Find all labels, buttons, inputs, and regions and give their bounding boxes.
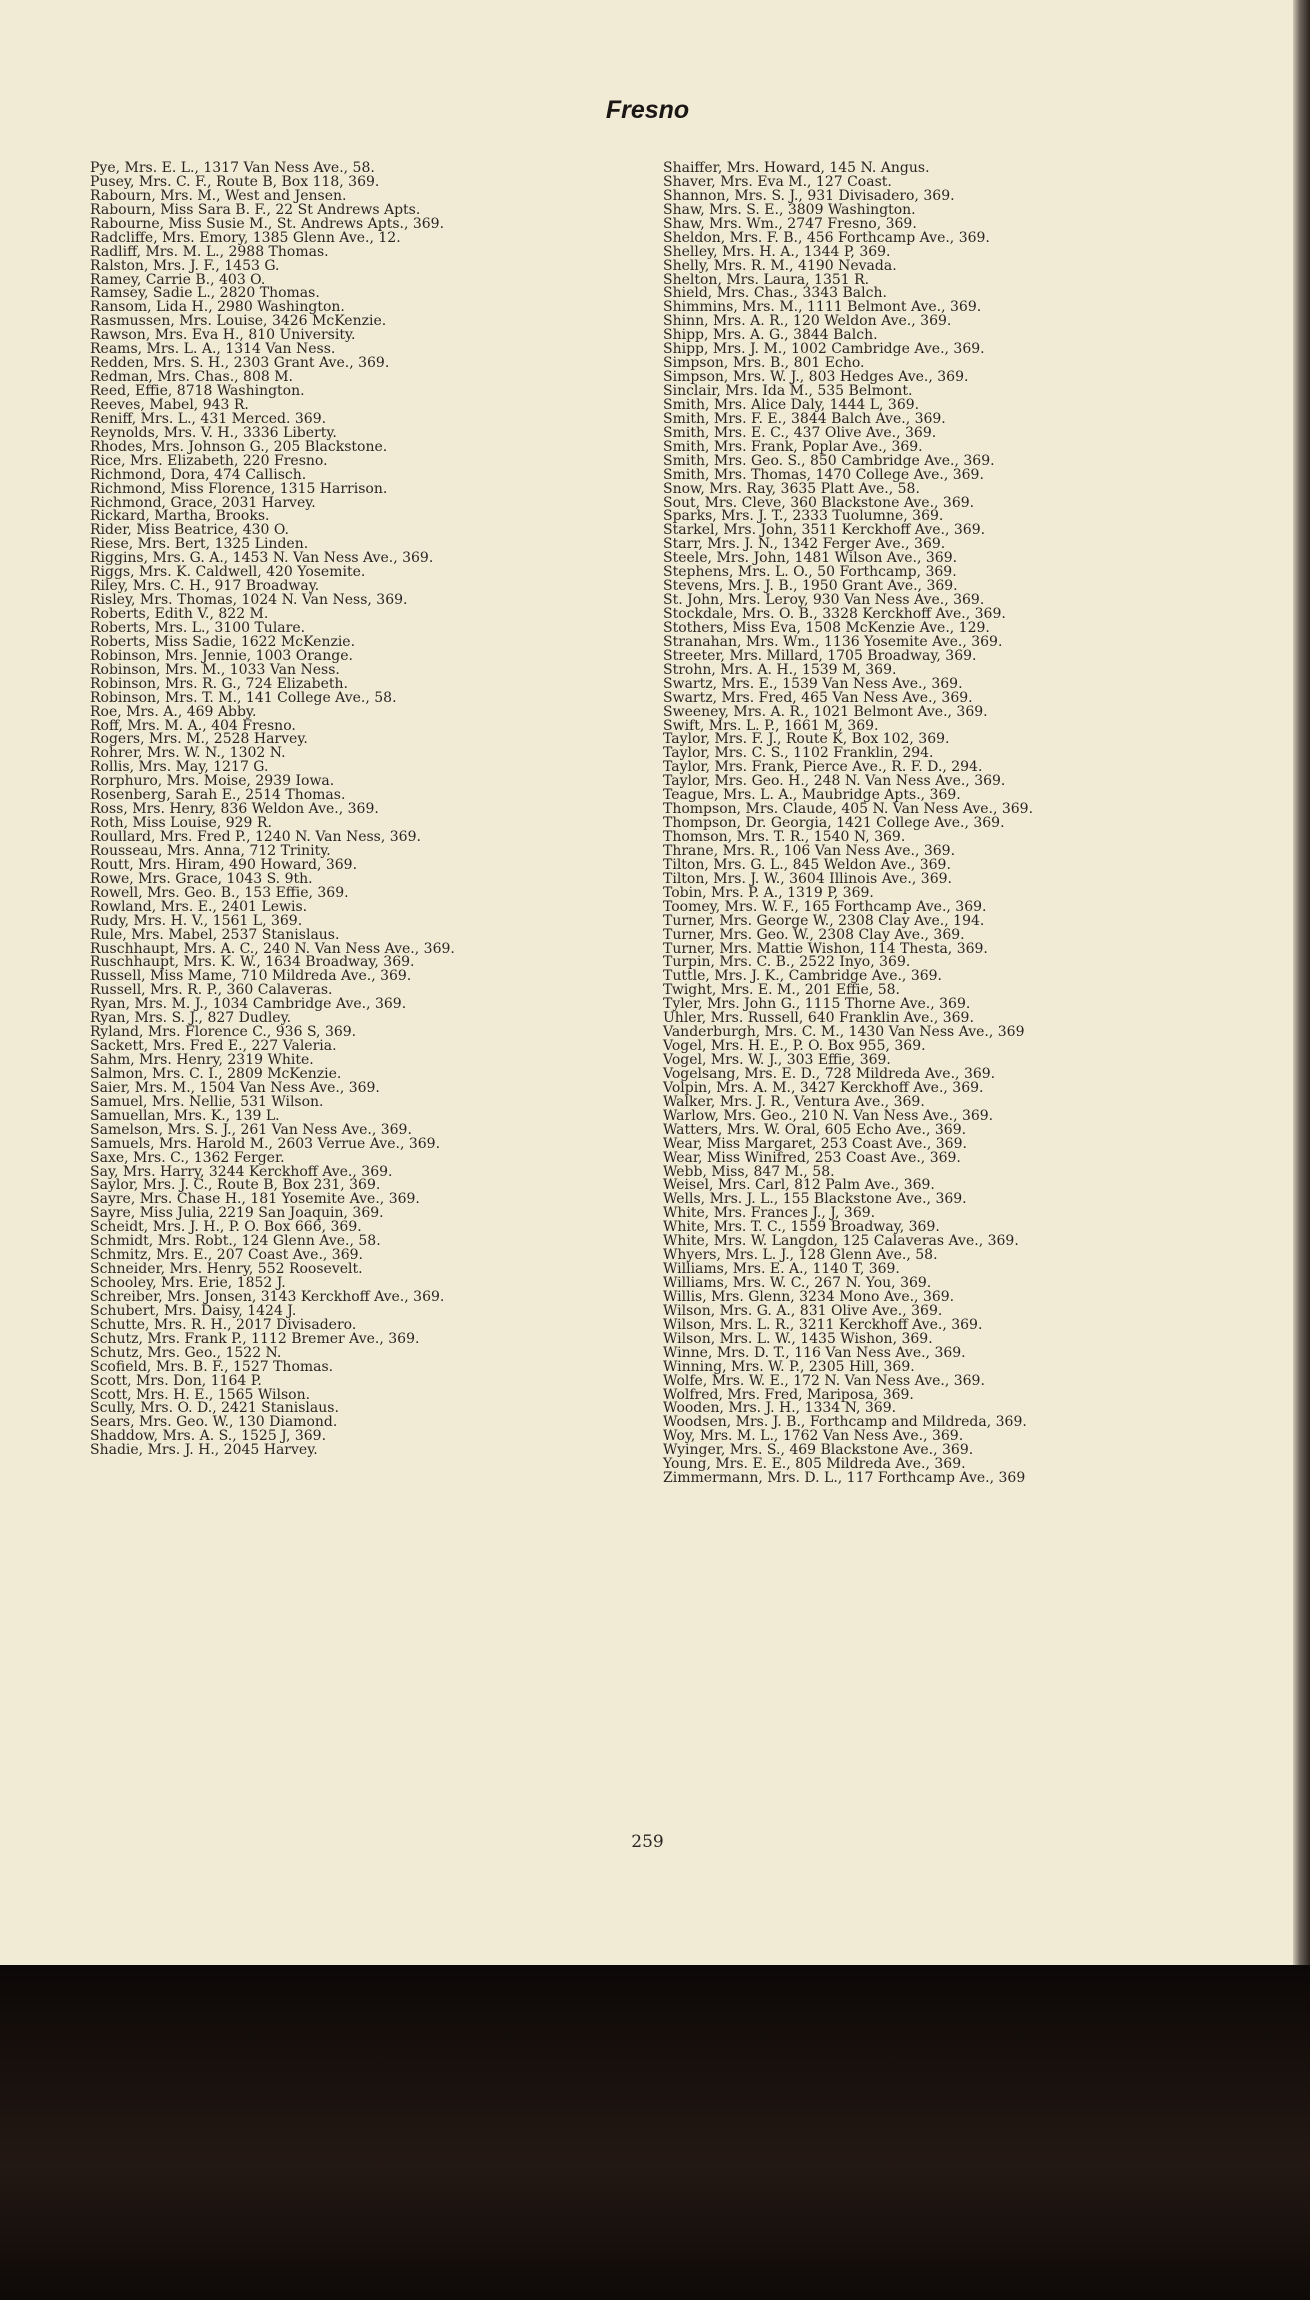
directory-entry: Scott, Mrs. H. E., 1565 Wilson. [90, 1386, 311, 1403]
directory-entry: Samuellan, Mrs. K., 139 L. [90, 1107, 280, 1124]
directory-entry: Sweeney, Mrs. A. R., 1021 Belmont Ave., 369. [663, 703, 988, 720]
directory-entry: Riggs, Mrs. K. Caldwell, 420 Yosemite. [90, 564, 366, 581]
directory-entry: Rowland, Mrs. E., 2401 Lewis. [90, 898, 308, 915]
directory-entry: Smith, Mrs. Thomas, 1470 College Ave., 369. [663, 466, 984, 483]
directory-entry: Snow, Mrs. Ray, 3635 Platt Ave., 58. [663, 480, 920, 497]
directory-entry: Rudy, Mrs. H. V., 1561 L, 369. [90, 912, 303, 929]
directory-entry: Strohn, Mrs. A. H., 1539 M, 369. [663, 661, 897, 678]
directory-entry: Rule, Mrs. Mabel, 2537 Stanislaus. [90, 926, 340, 943]
directory-entry: Stockdale, Mrs. O. B., 3328 Kerckhoff Ave., 369. [663, 606, 1006, 622]
page-header-city: Fresno [605, 96, 690, 124]
directory-entry: Thomson, Mrs. T. R., 1540 N, 369. [663, 829, 906, 845]
directory-entry: Robinson, Mrs. R. G., 724 Elizabeth. [90, 675, 348, 692]
directory-entry: Turpin, Mrs. C. B., 2522 Inyo, 369. [663, 954, 911, 971]
directory-entry: Sinclair, Mrs. Ida M., 535 Belmont. [663, 383, 913, 399]
directory-entry: Shipp, Mrs. J. M., 1002 Cambridge Ave., 369. [663, 341, 985, 358]
directory-entry: Smith, Mrs. F. E., 3844 Balch Ave., 369. [663, 410, 946, 427]
directory-entry: Schreiber, Mrs. Jonsen, 3143 Kerckhoff Ave., 369. [90, 1288, 445, 1305]
directory-entry: Roth, Miss Louise, 929 R. [90, 815, 272, 832]
directory-entry: Swift, Mrs. L. P., 1661 M, 369. [663, 717, 879, 734]
directory-entry: Rider, Miss Beatrice, 430 O. [90, 522, 289, 539]
directory-entry: Schutte, Mrs. R. H., 2017 Divisadero. [90, 1316, 357, 1333]
directory-entry: Schmidt, Mrs. Robt., 124 Glenn Ave., 58. [90, 1233, 381, 1250]
directory-entry: Starkel, Mrs. John, 3511 Kerckhoff Ave., 369. [663, 522, 986, 539]
directory-entry: Swartz, Mrs. E., 1539 Van Ness Ave., 369. [663, 675, 963, 692]
directory-entry: Taylor, Mrs. F. J., Route K, Box 102, 369. [663, 731, 950, 748]
directory-entry: Wells, Mrs. J. L., 155 Blackstone Ave., 369. [663, 1191, 967, 1208]
directory-entry: Rhodes, Mrs. Johnson G., 205 Blackstone. [90, 438, 388, 455]
directory-entry: Sparks, Mrs. J. T., 2333 Tuolumne, 369. [663, 508, 944, 525]
directory-entry: Rohrer, Mrs. W. N., 1302 N. [90, 745, 286, 762]
directory-entry: Rawson, Mrs. Eva H., 810 University. [90, 327, 356, 344]
directory-entry: Sout, Mrs. Cleve, 360 Blackstone Ave., 369. [663, 494, 975, 511]
directory-entry: Rousseau, Mrs. Anna, 712 Trinity. [90, 842, 331, 859]
directory-entry: Reniff, Mrs. L., 431 Merced. 369. [90, 410, 327, 427]
directory-entry: Wear, Miss Margaret, 253 Coast Ave., 369. [663, 1135, 967, 1152]
directory-entry: Willis, Mrs. Glenn, 3234 Mono Ave., 369. [663, 1288, 955, 1305]
directory-entry: Schneider, Mrs. Henry, 552 Roosevelt. [90, 1261, 363, 1278]
directory-entry: Thompson, Mrs. Claude, 405 N. Van Ness Ave., 369. [663, 801, 1034, 818]
directory-entry: Riggins, Mrs. G. A., 1453 N. Van Ness Ave., 369. [90, 550, 434, 567]
directory-entry: Radcliffe, Mrs. Emory, 1385 Glenn Ave., 12. [90, 229, 401, 246]
directory-entry: Russell, Miss Mame, 710 Mildreda Ave., 369. [90, 968, 412, 985]
directory-entry: Shinn, Mrs. A. R., 120 Weldon Ave., 369. [663, 313, 952, 330]
directory-entry: Stothers, Miss Eva, 1508 McKenzie Ave., 129. [663, 619, 990, 636]
directory-entry: Smith, Mrs. E. C., 437 Olive Ave., 369. [663, 424, 937, 441]
directory-entry: Wyinger, Mrs. S., 469 Blackstone Ave., 369. [663, 1442, 974, 1459]
directory-entry: Shield, Mrs. Chas., 3343 Balch. [663, 285, 887, 302]
directory-entry: Redden, Mrs. S. H., 2303 Grant Ave., 369. [90, 355, 390, 372]
directory-entry: Scott, Mrs. Don, 1164 P. [90, 1372, 262, 1389]
directory-entry: Tilton, Mrs. G. L., 845 Weldon Ave., 369. [663, 856, 951, 873]
directory-entry: Scofield, Mrs. B. F., 1527 Thomas. [90, 1358, 334, 1375]
directory-entry: Shaw, Mrs. Wm., 2747 Fresno, 369. [663, 215, 917, 232]
directory-entry: Samuels, Mrs. Harold M., 2603 Verrue Ave., 369. [90, 1135, 441, 1152]
directory-entry: Taylor, Mrs. Geo. H., 248 N. Van Ness Ave., 369. [663, 773, 1006, 790]
directory-entry: Rowe, Mrs. Grace, 1043 S. 9th. [90, 870, 313, 887]
directory-entry: Sayre, Miss Julia, 2219 San Joaquin, 369. [90, 1205, 384, 1222]
left-column-listings [90, 162, 455, 1458]
directory-entry: Rollis, Mrs. May, 1217 G. [90, 759, 269, 776]
directory-entry: Rabourne, Miss Susie M., St. Andrews Apts., 369. [90, 215, 445, 232]
directory-entry: Thompson, Dr. Georgia, 1421 College Ave., 369. [663, 815, 1005, 832]
directory-entry: Twight, Mrs. E. M., 201 Effie, 58. [663, 982, 900, 999]
directory-entry: Shaiffer, Mrs. Howard, 145 N. Angus. [663, 160, 930, 176]
directory-entry: Stevens, Mrs. J. B., 1950 Grant Ave., 369. [663, 578, 958, 595]
directory-entry: Webb, Miss, 847 M., 58. [663, 1163, 835, 1180]
page-edge-shadow [1293, 0, 1310, 1965]
directory-entry: Reeves, Mabel, 943 R. [90, 396, 249, 413]
directory-entry: Sheldon, Mrs. F. B., 456 Forthcamp Ave., 369. [663, 229, 990, 246]
directory-entry: Taylor, Mrs. C. S., 1102 Franklin, 294. [663, 745, 934, 762]
directory-entry: Ralston, Mrs. J. F., 1453 G. [90, 257, 280, 274]
directory-entry: Wolfred, Mrs. Fred, Mariposa, 369. [663, 1386, 914, 1403]
directory-entry: Smith, Mrs. Geo. S., 850 Cambridge Ave., 369. [663, 452, 995, 469]
directory-entry: Watters, Mrs. W. Oral, 605 Echo Ave., 369. [663, 1121, 967, 1138]
directory-entry: Rickard, Martha, Brooks. [90, 508, 270, 525]
directory-entry: Smith, Mrs. Frank, Poplar Ave., 369. [663, 438, 923, 455]
directory-entry: St. John, Mrs. Leroy, 930 Van Ness Ave., 369. [663, 592, 985, 609]
directory-entry: Reams, Mrs. L. A., 1314 Van Ness. [90, 341, 336, 358]
directory-entry: Winne, Mrs. D. T., 116 Van Ness Ave., 369. [663, 1344, 966, 1361]
directory-entry: Richmond, Dora, 474 Callisch. [90, 466, 307, 483]
directory-entry: Salmon, Mrs. C. I., 2809 McKenzie. [90, 1065, 342, 1082]
directory-entry: Tilton, Mrs. J. W., 3604 Illinois Ave., 369. [663, 870, 952, 887]
directory-entry: Roberts, Mrs. L., 3100 Tulare. [90, 619, 306, 636]
directory-entry: Pusey, Mrs. C. F., Route B, Box 118, 369. [90, 173, 380, 190]
directory-entry: Reed, Effie, 8718 Washington. [90, 383, 305, 399]
directory-entry: Ruschhaupt, Mrs. K. W., 1634 Broadway, 369. [90, 954, 415, 971]
directory-entry: Shadie, Mrs. J. H., 2045 Harvey. [90, 1442, 318, 1459]
directory-entry: Streeter, Mrs. Millard, 1705 Broadway, 369. [663, 647, 977, 664]
directory-entry: Ramsey, Sadie L., 2820 Thomas. [90, 285, 320, 302]
directory-entry: Vogel, Mrs. H. E., P. O. Box 955, 369. [663, 1038, 926, 1055]
directory-entry: Stephens, Mrs. L. O., 50 Forthcamp, 369. [663, 564, 957, 581]
directory-entry: Williams, Mrs. E. A., 1140 T, 369. [663, 1261, 900, 1278]
directory-entry: Vogelsang, Mrs. E. D., 728 Mildreda Ave., 369. [663, 1065, 996, 1082]
directory-entry: Wear, Miss Winifred, 253 Coast Ave., 369. [663, 1149, 961, 1166]
directory-entry: Robinson, Mrs. M., 1033 Van Ness. [90, 661, 340, 678]
directory-entry: Uhler, Mrs. Russell, 640 Franklin Ave., 369. [663, 1010, 974, 1027]
page-number: 259 [631, 1832, 664, 1852]
directory-entry: Roberts, Edith V., 822 M. [90, 606, 269, 622]
directory-entry: Thrane, Mrs. R., 106 Van Ness Ave., 369. [663, 842, 956, 859]
directory-entry: Steele, Mrs. John, 1481 Wilson Ave., 369. [663, 550, 958, 567]
directory-entry: Pye, Mrs. E. L., 1317 Van Ness Ave., 58. [90, 160, 375, 176]
directory-entry: Richmond, Miss Florence, 1315 Harrison. [90, 480, 388, 497]
directory-entry: Whyers, Mrs. L. J., 128 Glenn Ave., 58. [663, 1247, 938, 1264]
directory-entry: Schmitz, Mrs. E., 207 Coast Ave., 369. [90, 1247, 363, 1264]
directory-entry: Ryan, Mrs. M. J., 1034 Cambridge Ave., 369. [90, 996, 407, 1013]
directory-entry: Schubert, Mrs. Daisy, 1424 J. [90, 1302, 297, 1319]
directory-entry: Ruschhaupt, Mrs. A. C., 240 N. Van Ness Ave., 369. [90, 940, 455, 957]
directory-entry: Saier, Mrs. M., 1504 Van Ness Ave., 369. [90, 1079, 380, 1096]
directory-entry: Reynolds, Mrs. V. H., 3336 Liberty. [90, 424, 337, 441]
directory-entry: Scheidt, Mrs. J. H., P. O. Box 666, 369. [90, 1219, 362, 1236]
directory-entry: Rowell, Mrs. Geo. B., 153 Effie, 369. [90, 884, 349, 901]
directory-entry: Risley, Mrs. Thomas, 1024 N. Van Ness, 369. [90, 592, 408, 609]
directory-entry: Teague, Mrs. L. A., Maubridge Apts., 369. [663, 787, 961, 804]
directory-entry: Rosenberg, Sarah E., 2514 Thomas. [90, 787, 346, 804]
directory-entry: Vanderburgh, Mrs. C. M., 1430 Van Ness Ave., 369 [663, 1024, 1025, 1041]
directory-entry: Rorphuro, Mrs. Moise, 2939 Iowa. [90, 773, 335, 790]
directory-entry: Turner, Mrs. Geo. W., 2308 Clay Ave., 369. [663, 926, 965, 943]
directory-entry: Swartz, Mrs. Fred, 465 Van Ness Ave., 369. [663, 689, 973, 706]
directory-entry: Shaddow, Mrs. A. S., 1525 J, 369. [90, 1428, 327, 1445]
directory-entry: Say, Mrs. Harry, 3244 Kerckhoff Ave., 369. [90, 1163, 393, 1180]
directory-entry: Toomey, Mrs. W. F., 165 Forthcamp Ave., 369. [663, 898, 987, 915]
directory-entry: Turner, Mrs. Mattie Wishon, 114 Thesta, 369. [663, 940, 988, 957]
directory-entry: Woodsen, Mrs. J. B., Forthcamp and Mildreda, 369. [663, 1414, 1027, 1431]
directory-entry: Taylor, Mrs. Frank, Pierce Ave., R. F. D., 294. [663, 759, 983, 776]
right-column-listings [663, 162, 1033, 1486]
directory-entry: Samuel, Mrs. Nellie, 531 Wilson. [90, 1093, 324, 1110]
directory-entry: Sayre, Mrs. Chase H., 181 Yosemite Ave., 369. [90, 1191, 420, 1208]
directory-entry: Schutz, Mrs. Frank P., 1112 Bremer Ave., 369. [90, 1330, 420, 1347]
directory-entry: Wooden, Mrs. J. H., 1334 N, 369. [663, 1400, 897, 1417]
background-surface [0, 1965, 1310, 2300]
directory-entry: Roff, Mrs. M. A., 404 Fresno. [90, 717, 296, 734]
directory-entry: Rice, Mrs. Elizabeth, 220 Fresno. [90, 452, 328, 469]
directory-entry: Sackett, Mrs. Fred E., 227 Valeria. [90, 1038, 337, 1055]
directory-entry: Tobin, Mrs. P. A., 1319 P, 369. [663, 884, 874, 901]
directory-entry: Shimmins, Mrs. M., 1111 Belmont Ave., 369. [663, 299, 982, 316]
directory-entry: Winning, Mrs. W. P., 2305 Hill, 369. [663, 1358, 915, 1375]
directory-entry: White, Mrs. W. Langdon, 125 Calaveras Ave., 369. [663, 1233, 1019, 1250]
directory-entry: Riley, Mrs. C. H., 917 Broadway. [90, 578, 320, 595]
directory-entry: Rogers, Mrs. M., 2528 Harvey. [90, 731, 308, 748]
directory-entry: Simpson, Mrs. W. J., 803 Hedges Ave., 369. [663, 369, 969, 386]
directory-entry: Wolfe, Mrs. W. E., 172 N. Van Ness Ave., 369. [663, 1372, 985, 1389]
directory-entry: Shipp, Mrs. A. G., 3844 Balch. [663, 327, 878, 344]
directory-entry: Saxe, Mrs. C., 1362 Ferger. [90, 1149, 285, 1166]
directory-entry: Woy, Mrs. M. L., 1762 Van Ness Ave., 369. [663, 1428, 964, 1445]
directory-entry: Robinson, Mrs. Jennie, 1003 Orange. [90, 647, 353, 664]
directory-entry: Tuttle, Mrs. J. K., Cambridge Ave., 369. [663, 968, 943, 985]
directory-entry: Shaw, Mrs. S. E., 3809 Washington. [663, 201, 916, 218]
directory-entry: Stranahan, Mrs. Wm., 1136 Yosemite Ave., 369. [663, 633, 1003, 650]
directory-entry: Smith, Mrs. Alice Daly, 1444 L, 369. [663, 396, 920, 413]
directory-entry: Wilson, Mrs. G. A., 831 Olive Ave., 369. [663, 1302, 943, 1319]
directory-entry: Roberts, Miss Sadie, 1622 McKenzie. [90, 633, 356, 650]
directory-entry: Turner, Mrs. George W., 2308 Clay Ave., 194. [663, 912, 985, 929]
directory-entry: Ramey, Carrie B., 403 O. [90, 271, 266, 288]
directory-entry: Simpson, Mrs. B., 801 Echo. [663, 355, 865, 372]
directory-entry: Volpin, Mrs. A. M., 3427 Kerckhoff Ave., 369. [663, 1079, 984, 1096]
directory-entry: Ransom, Lida H., 2980 Washington. [90, 299, 345, 316]
directory-entry: Riese, Mrs. Bert, 1325 Linden. [90, 536, 309, 553]
directory-entry: Roullard, Mrs. Fred P., 1240 N. Van Ness, 369. [90, 829, 421, 845]
directory-entry: Zimmermann, Mrs. D. L., 117 Forthcamp Ave., 369 [663, 1470, 1026, 1487]
directory-entry: White, Mrs. Frances J., J, 369. [663, 1205, 876, 1222]
directory-entry: Shelton, Mrs. Laura, 1351 R. [663, 271, 870, 288]
directory-entry: Redman, Mrs. Chas., 808 M. [90, 369, 294, 386]
directory-entry: Richmond, Grace, 2031 Harvey. [90, 494, 316, 511]
directory-entry: White, Mrs. T. C., 1559 Broadway, 369. [663, 1219, 940, 1236]
directory-entry: Wilson, Mrs. L. W., 1435 Wishon, 369. [663, 1330, 933, 1347]
directory-entry: Starr, Mrs. J. N., 1342 Ferger Ave., 369. [663, 536, 946, 553]
directory-entry: Ross, Mrs. Henry, 836 Weldon Ave., 369. [90, 801, 379, 818]
directory-entry: Wilson, Mrs. L. R., 3211 Kerckhoff Ave., 369. [663, 1316, 983, 1333]
directory-entry: Sears, Mrs. Geo. W., 130 Diamond. [90, 1414, 338, 1431]
directory-entry: Schooley, Mrs. Erie, 1852 J. [90, 1275, 286, 1291]
directory-entry: Rabourn, Mrs. M., West and Jensen. [90, 187, 347, 204]
directory-entry: Ryan, Mrs. S. J., 827 Dudley. [90, 1010, 292, 1027]
directory-entry: Shelley, Mrs. H. A., 1344 P, 369. [663, 243, 891, 260]
directory-entry: Saylor, Mrs. J. C., Route B, Box 231, 369. [90, 1177, 381, 1194]
directory-entry: Robinson, Mrs. T. M., 141 College Ave., 58. [90, 689, 397, 706]
directory-entry: Shaver, Mrs. Eva M., 127 Coast. [663, 173, 892, 190]
directory-entry: Scully, Mrs. O. D., 2421 Stanislaus. [90, 1400, 339, 1417]
directory-entry: Rasmussen, Mrs. Louise, 3426 McKenzie. [90, 313, 387, 330]
directory-entry: Sahm, Mrs. Henry, 2319 White. [90, 1052, 314, 1068]
directory-entry: Williams, Mrs. W. C., 267 N. You, 369. [663, 1275, 932, 1291]
directory-entry: Ryland, Mrs. Florence C., 936 S, 369. [90, 1024, 357, 1041]
directory-entry: Radliff, Mrs. M. L., 2988 Thomas. [90, 243, 329, 260]
directory-entry: Shelly, Mrs. R. M., 4190 Nevada. [663, 257, 897, 274]
directory-entry: Vogel, Mrs. W. J., 303 Effie, 369. [663, 1052, 891, 1068]
directory-entry: Walker, Mrs. J. R., Ventura Ave., 369. [663, 1093, 925, 1110]
directory-entry: Young, Mrs. E. E., 805 Mildreda Ave., 369. [663, 1456, 966, 1473]
directory-entry: Warlow, Mrs. Geo., 210 N. Van Ness Ave., 369. [663, 1107, 994, 1124]
directory-entry: Shannon, Mrs. S. J., 931 Divisadero, 369. [663, 187, 955, 204]
directory-entry: Schutz, Mrs. Geo., 1522 N. [90, 1344, 282, 1361]
directory-entry: Russell, Mrs. R. P., 360 Calaveras. [90, 982, 333, 999]
directory-entry: Tyler, Mrs. John G., 1115 Thorne Ave., 369. [663, 996, 971, 1013]
directory-entry: Routt, Mrs. Hiram, 490 Howard, 369. [90, 856, 358, 873]
directory-entry: Roe, Mrs. A., 469 Abby. [90, 703, 257, 720]
directory-entry: Rabourn, Miss Sara B. F., 22 St Andrews Apts. [90, 201, 421, 218]
directory-entry: Samelson, Mrs. S. J., 261 Van Ness Ave., 369. [90, 1121, 412, 1138]
directory-entry: Weisel, Mrs. Carl, 812 Palm Ave., 369. [663, 1177, 935, 1194]
